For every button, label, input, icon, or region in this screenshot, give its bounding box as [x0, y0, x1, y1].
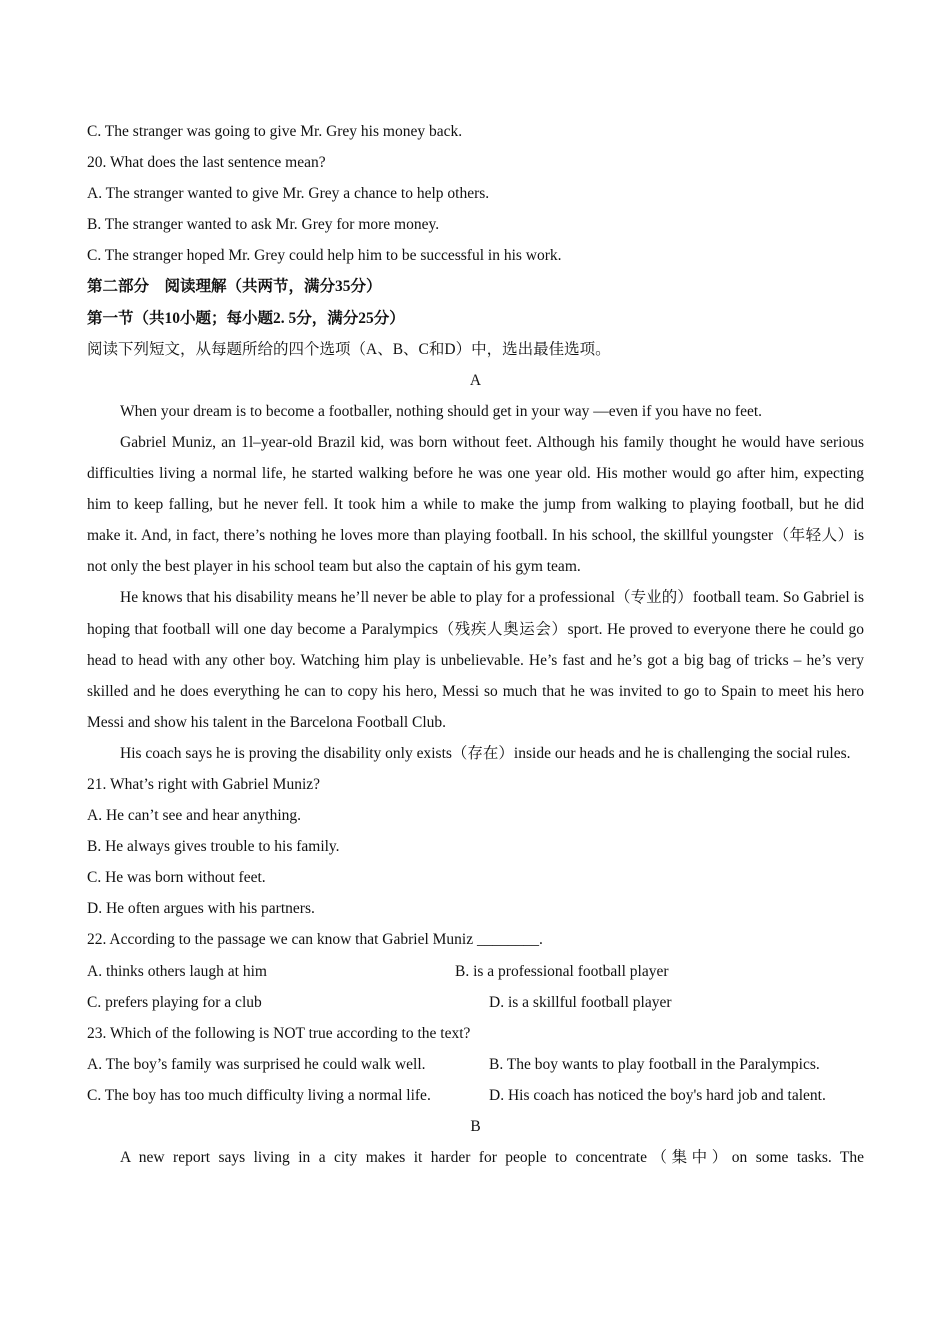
q22-option-d: D. is a skillful football player: [489, 993, 672, 1011]
q23-stem: 23. Which of the following is NOT true according to the text?: [87, 1024, 471, 1042]
passage-a-paragraph-4: His coach says he is proving the disability only exists（存在）inside our heads and he is challenging the social rules.: [120, 744, 851, 762]
q23-option-d: D. His coach has noticed the boy's hard job and talent.: [489, 1086, 826, 1104]
q20-option-a: A. The stranger wanted to give Mr. Grey a chance to help others.: [87, 185, 490, 203]
q23-options-row-1: [87, 1049, 864, 1080]
q23-option-c: C. The boy has too much difficulty living a normal life.: [87, 1086, 431, 1104]
q22-stem: 22. According to the passage we can know that Gabriel Muniz ________.: [87, 931, 543, 949]
q21-stem: 21. What’s right with Gabriel Muniz?: [87, 775, 321, 793]
q21-option-c: C. He was born without feet.: [87, 869, 266, 887]
q22-option-b: B. is a professional football player: [455, 962, 669, 980]
q21-option-d: D. He often argues with his partners.: [87, 900, 315, 918]
passage-b-paragraph-1: A new report says living in a city makes it harder for people to concentrate（集中）on some tasks. The: [120, 1149, 864, 1167]
passage-b: [87, 1142, 864, 1173]
passage-a-paragraph-1: When your dream is to become a footballer, nothing should get in your way —even if you have no feet.: [120, 402, 763, 420]
passage-a-label: A: [469, 371, 482, 389]
q20-option-c: C. The stranger hoped Mr. Grey could help him to be successful in his work.: [87, 247, 562, 265]
q20-option-b: B. The stranger wanted to ask Mr. Grey for more money.: [87, 216, 440, 234]
q19-option-c: C. The stranger was going to give Mr. Grey his money back.: [87, 123, 463, 140]
q23-option-a: A. The boy’s family was surprised he could walk well.: [87, 1055, 426, 1073]
q23-options-row-2: [87, 1080, 864, 1111]
q22-option-a: A. thinks others laugh at him: [87, 962, 267, 980]
exam-page: [87, 116, 864, 1173]
part-two-heading: 第二部分 阅读理解（共两节，满分35分）: [87, 278, 382, 296]
passage-b-label: B: [470, 1118, 481, 1135]
passage-a: [87, 396, 864, 769]
reading-instruction: 阅读下列短文，从每题所给的四个选项（A、B、C和D）中，选出最佳选项。: [87, 340, 611, 358]
q23-option-b: B. The boy wants to play football in the Paralympics.: [489, 1055, 820, 1073]
q21-option-b: B. He always gives trouble to his family.: [87, 838, 340, 856]
q22-options-row-1: [87, 956, 864, 987]
passage-a-paragraph-3: He knows that his disability means he’ll never be able to play for a professional（专业的）football team. So Gabriel is hoping that football will one day become a Paralympics（残疾人奥运会）sport. He proved to everyone there he could go head to head with any other boy. Watching him play is unbelievable. He’s fast and he’s got a big bag of tricks – he’s very skilled and he does everything he can to copy his hero, Messi so much that he was invited to go to Spain to meet his hero Messi and show his talent in the Barcelona Football Club.: [87, 589, 864, 731]
passage-a-paragraph-2: Gabriel Muniz, an 1l–year-old Brazil kid, was born without feet. Although his family thought he would have serious difficulties living a normal life, he started walking before he was one year old. His mother would go after him, expecting him to keep falling, but he never fell. It took him a while to make the jump from walking to playing football, but he did make it. And, in fact, there’s nothing he loves more than playing football. In his school, the skillful youngster（年轻人）is not only the best player in his school team but also the captain of his gym team.: [87, 433, 864, 576]
q22-options-row-2: [87, 987, 864, 1018]
q22-option-c: C. prefers playing for a club: [87, 993, 262, 1011]
section-one-heading: 第一节（共10小题；每小题2. 5分，满分25分）: [87, 309, 405, 327]
q20-stem: 20. What does the last sentence mean?: [87, 154, 326, 172]
q21-option-a: A. He can’t see and hear anything.: [87, 807, 302, 825]
